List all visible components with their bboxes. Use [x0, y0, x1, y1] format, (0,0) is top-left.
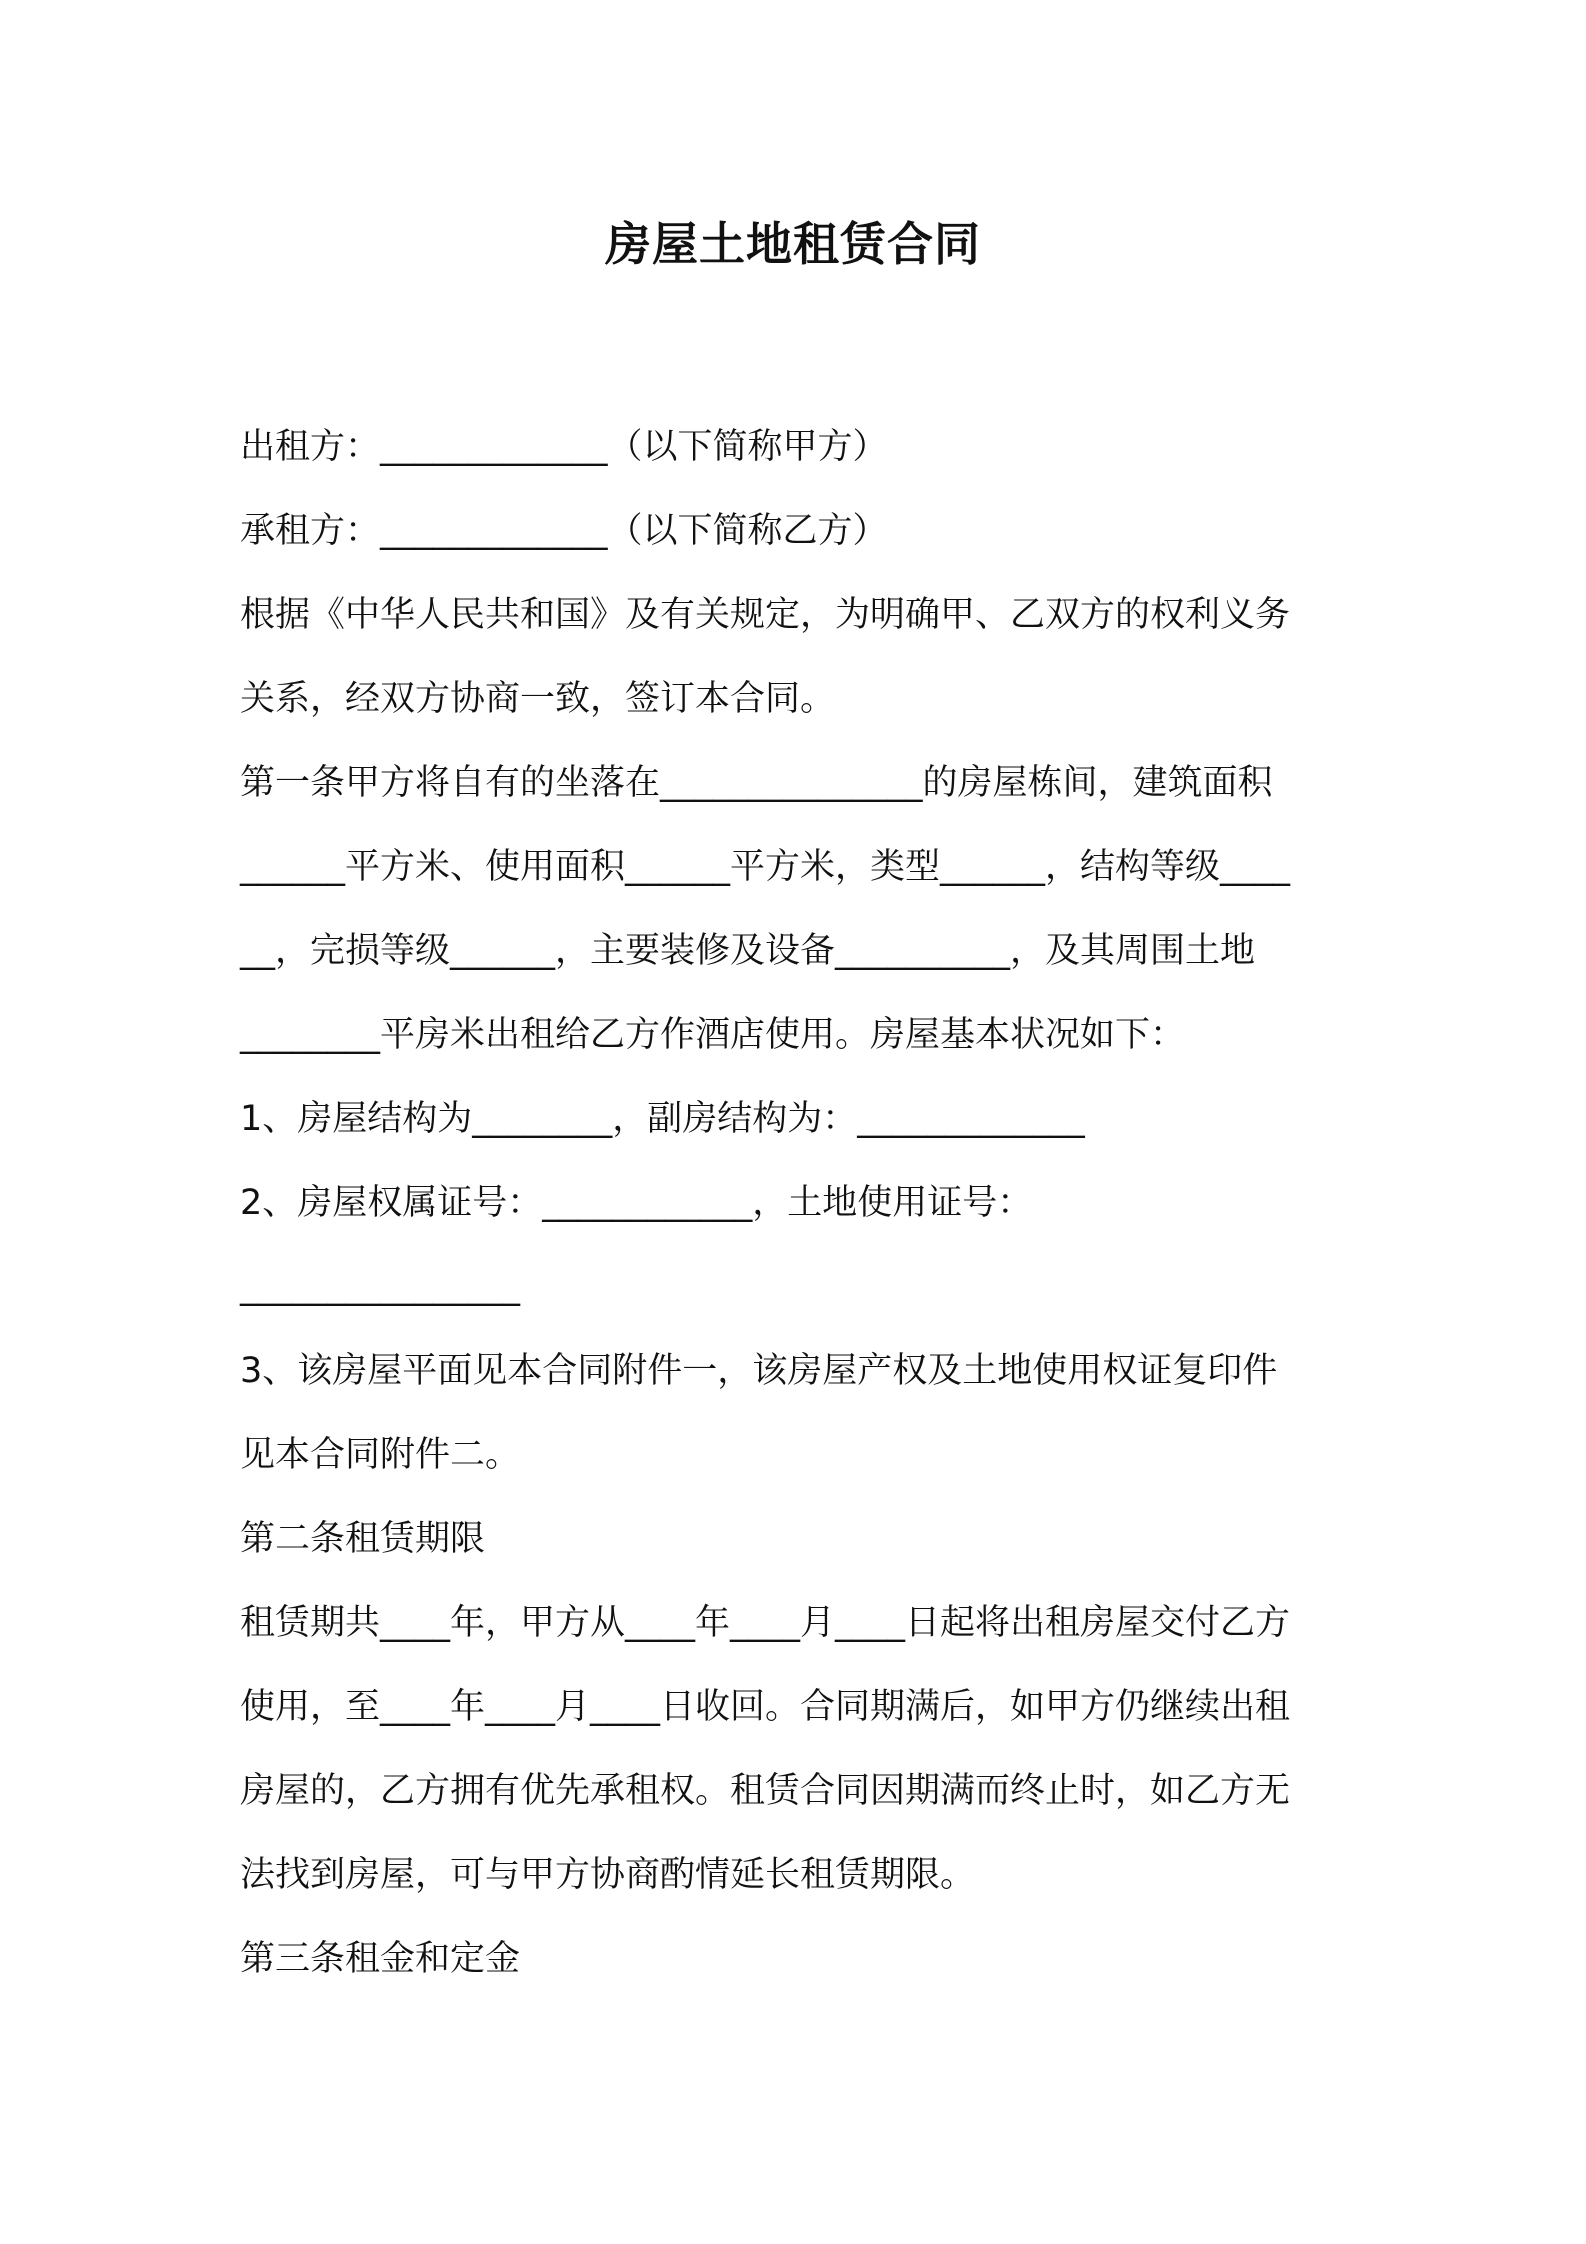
article-2-heading: 第二条租赁期限 [240, 1519, 486, 1559]
preamble-line-1: 根据《中华人民共和国》及有关规定，为明确甲、乙双方的权利义务 [240, 595, 1291, 635]
article-2-line-4: 法找到房屋，可与甲方协商酌情延长租赁期限。 [240, 1855, 976, 1895]
lessee-line: 承租方：_____________（以下简称乙方） [240, 511, 888, 551]
preamble-line-2: 关系，经双方协商一致，签订本合同。 [240, 679, 836, 719]
attachment-line-2: 见本合同附件二。 [240, 1435, 521, 1475]
house-structure-line: 1、房屋结构为________，副房结构为：_____________ [240, 1099, 1085, 1139]
document-title: 房屋土地租赁合同 [605, 217, 981, 271]
land-certificate-blank: ________________ [240, 1267, 520, 1307]
article-2-line-1: 租赁期共____年，甲方从____年____月____日起将出租房屋交付乙方 [240, 1603, 1291, 1643]
contract-body [240, 405, 1360, 2001]
attachment-line-1: 3、该房屋平面见本合同附件一，该房屋产权及土地使用权证复印件 [240, 1351, 1278, 1391]
article-2-line-3: 房屋的，乙方拥有优先承租权。租赁合同因期满而终止时，如乙方无 [240, 1771, 1291, 1811]
article-1-line-2: ______平方米、使用面积______平方米，类型______，结构等级____ [240, 847, 1291, 887]
lessor-line: 出租方：_____________（以下简称甲方） [240, 427, 888, 467]
article-3-heading: 第三条租金和定金 [240, 1939, 521, 1979]
article-2-line-2: 使用，至____年____月____日收回。合同期满后，如甲方仍继续出租 [240, 1687, 1291, 1727]
certificate-line: 2、房屋权属证号：____________，土地使用证号： [240, 1183, 1033, 1223]
article-1-line-1: 第一条甲方将自有的坐落在_______________的房屋栋间，建筑面积 [240, 763, 1273, 803]
article-1-line-3: __，完损等级______，主要装修及设备__________，及其周围土地 [240, 931, 1256, 971]
article-1-line-4: ________平房米出租给乙方作酒店使用。房屋基本状况如下： [240, 1015, 1186, 1055]
